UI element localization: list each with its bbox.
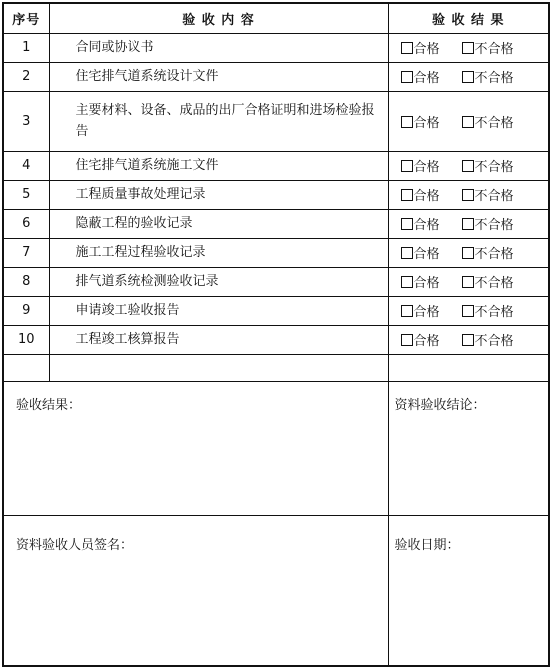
row-content: 合同或协议书 (49, 33, 388, 62)
row-content: 工程竣工核算报告 (49, 325, 388, 354)
row-result (388, 33, 549, 62)
row-number: 9 (3, 296, 49, 325)
pass-label: 合格 (413, 276, 440, 291)
row-content: 施工工程过程验收记录 (49, 238, 388, 267)
table-row (3, 209, 549, 238)
fail-option[interactable] (462, 38, 514, 57)
fail-option[interactable] (462, 112, 514, 131)
pass-label: 合格 (413, 189, 440, 204)
row-result (388, 62, 549, 91)
row-result (388, 325, 549, 354)
pass-label: 合格 (413, 115, 440, 131)
checkbox-icon[interactable] (401, 71, 413, 83)
checkbox-icon[interactable] (401, 42, 413, 54)
pass-label: 合格 (413, 160, 440, 175)
header-row (3, 3, 549, 33)
header-content: 验 收 内 容 (49, 3, 388, 33)
fail-option[interactable] (462, 156, 514, 175)
row-number: 1 (3, 33, 49, 62)
fail-label: 不合格 (474, 42, 514, 57)
checkbox-icon[interactable] (401, 116, 413, 128)
date-label: 验收日期： (394, 537, 460, 553)
pass-option[interactable] (401, 38, 440, 57)
row-number: 3 (3, 91, 49, 151)
table-row (3, 238, 549, 267)
row-content: 住宅排气道系统设计文件 (49, 62, 388, 91)
pass-option[interactable] (401, 185, 440, 204)
conclusion-field[interactable] (388, 381, 549, 515)
header-result: 验 收 结 果 (388, 3, 549, 33)
acceptance-result-field[interactable] (3, 381, 388, 515)
fail-option[interactable] (462, 243, 514, 262)
checkbox-icon[interactable] (401, 218, 413, 230)
row-number: 8 (3, 267, 49, 296)
row-result (388, 209, 549, 238)
table-row (3, 91, 549, 151)
pass-label: 合格 (413, 71, 440, 86)
checkbox-icon[interactable] (462, 334, 474, 346)
checkbox-icon[interactable] (401, 247, 413, 259)
pass-option[interactable] (401, 330, 440, 349)
row-result (388, 91, 549, 151)
pass-label: 合格 (413, 247, 440, 262)
table-row (3, 267, 549, 296)
checkbox-icon[interactable] (462, 189, 474, 201)
pass-option[interactable] (401, 272, 440, 291)
result-section (3, 381, 549, 515)
signer-field[interactable] (3, 515, 388, 666)
row-number: 10 (3, 325, 49, 354)
row-result (388, 296, 549, 325)
row-number: 2 (3, 62, 49, 91)
fail-option[interactable] (462, 185, 514, 204)
checkbox-icon[interactable] (462, 71, 474, 83)
pass-option[interactable] (401, 112, 440, 131)
pass-option[interactable] (401, 301, 440, 320)
table-row (3, 62, 549, 91)
fail-label: 不合格 (474, 305, 514, 320)
table-row (3, 296, 549, 325)
table-row (3, 33, 549, 62)
pass-label: 合格 (413, 218, 440, 233)
pass-option[interactable] (401, 67, 440, 86)
fail-label: 不合格 (474, 276, 514, 291)
row-content: 隐蔽工程的验收记录 (49, 209, 388, 238)
checkbox-icon[interactable] (401, 189, 413, 201)
table-row (3, 325, 549, 354)
blank-cell[interactable] (49, 354, 388, 381)
blank-cell (3, 354, 49, 381)
table-row (3, 180, 549, 209)
checkbox-icon[interactable] (462, 116, 474, 128)
row-result (388, 267, 549, 296)
pass-option[interactable] (401, 214, 440, 233)
row-number: 4 (3, 151, 49, 180)
fail-label: 不合格 (474, 160, 514, 175)
fail-label: 不合格 (474, 71, 514, 86)
row-number: 6 (3, 209, 49, 238)
checkbox-icon[interactable] (401, 305, 413, 317)
fail-option[interactable] (462, 330, 514, 349)
date-field[interactable] (388, 515, 549, 666)
fail-option[interactable] (462, 301, 514, 320)
checkbox-icon[interactable] (401, 160, 413, 172)
row-number: 7 (3, 238, 49, 267)
fail-option[interactable] (462, 214, 514, 233)
row-content: 工程质量事故处理记录 (49, 180, 388, 209)
acceptance-result-label: 验收结果： (16, 397, 82, 413)
pass-label: 合格 (413, 42, 440, 57)
table-row (3, 151, 549, 180)
checkbox-icon[interactable] (462, 42, 474, 54)
fail-label: 不合格 (474, 247, 514, 262)
checkbox-icon[interactable] (462, 305, 474, 317)
row-result (388, 151, 549, 180)
fail-label: 不合格 (474, 189, 514, 204)
fail-label: 不合格 (474, 218, 514, 233)
fail-label: 不合格 (474, 115, 514, 131)
header-serial-no: 序号 (3, 3, 49, 33)
acceptance-form-table (2, 2, 550, 667)
row-content: 申请竣工验收报告 (49, 296, 388, 325)
row-number: 5 (3, 180, 49, 209)
fail-option[interactable] (462, 272, 514, 291)
blank-row (3, 354, 549, 381)
checkbox-icon[interactable] (401, 334, 413, 346)
row-result (388, 238, 549, 267)
row-content: 主要材料、设备、成品的出厂合格证明和进场检验报告 (49, 91, 388, 151)
pass-option[interactable] (401, 243, 440, 262)
row-content: 排气道系统检测验收记录 (49, 267, 388, 296)
conclusion-label: 资料验收结论： (394, 397, 486, 413)
signature-section (3, 515, 549, 666)
blank-cell[interactable] (388, 354, 549, 381)
fail-label: 不合格 (474, 334, 514, 349)
checkbox-icon[interactable] (462, 160, 474, 172)
pass-option[interactable] (401, 156, 440, 175)
pass-label: 合格 (413, 305, 440, 320)
row-content: 住宅排气道系统施工文件 (49, 151, 388, 180)
pass-label: 合格 (413, 334, 440, 349)
checkbox-icon[interactable] (462, 218, 474, 230)
checkbox-icon[interactable] (401, 276, 413, 288)
row-result (388, 180, 549, 209)
fail-option[interactable] (462, 67, 514, 86)
checkbox-icon[interactable] (462, 276, 474, 288)
signer-label: 资料验收人员签名： (16, 537, 134, 553)
checkbox-icon[interactable] (462, 247, 474, 259)
